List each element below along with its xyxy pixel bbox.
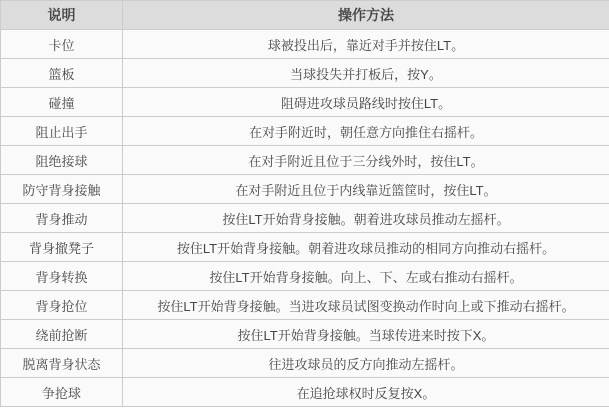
- table-row: [1, 146, 609, 175]
- table-row: [1, 59, 609, 88]
- table-row: [1, 88, 609, 117]
- cell-method: 按住LT开始背身接触。朝着进攻球员推动的相同方向推动右摇杆。: [123, 233, 609, 262]
- cell-description: 背身推动: [1, 204, 123, 233]
- table-row: [1, 262, 609, 291]
- cell-method: 按住LT开始背身接触。向上、下、左或右推动右摇杆。: [123, 262, 609, 291]
- cell-description: 卡位: [1, 30, 123, 59]
- cell-method: 在对手附近且位于内线靠近篮筐时，按住LT。: [123, 175, 609, 204]
- cell-description: 争抢球: [1, 378, 123, 407]
- cell-description: 阻绝接球: [1, 146, 123, 175]
- cell-method: 阻碍进攻球员路线时按住LT。: [123, 88, 609, 117]
- cell-description: 脱离背身状态: [1, 349, 123, 378]
- cell-description: 阻止出手: [1, 117, 123, 146]
- table-row: [1, 117, 609, 146]
- cell-description: 绕前抢断: [1, 320, 123, 349]
- header-row: [1, 1, 609, 30]
- cell-method: 当球投失并打板后，按Y。: [123, 59, 609, 88]
- cell-method: 按住LT开始背身接触。当球传进来时按下X。: [123, 320, 609, 349]
- table-row: [1, 204, 609, 233]
- cell-method: 球被投出后，靠近对手并按住LT。: [123, 30, 609, 59]
- table-row: [1, 175, 609, 204]
- cell-method: 在追抢球权时反复按X。: [123, 378, 609, 407]
- cell-method: 在对手附近且位于三分线外时，按住LT。: [123, 146, 609, 175]
- cell-method: 往进攻球员的反方向推动左摇杆。: [123, 349, 609, 378]
- cell-description: 背身抢位: [1, 291, 123, 320]
- table-header: [1, 1, 609, 30]
- cell-description: 背身转换: [1, 262, 123, 291]
- header-col-method: 操作方法: [123, 1, 609, 30]
- cell-method: 在对手附近时，朝任意方向推住右摇杆。: [123, 117, 609, 146]
- cell-description: 背身撤凳子: [1, 233, 123, 262]
- table-row: [1, 378, 609, 407]
- cell-method: 按住LT开始背身接触。当进攻球员试图变换动作时向上或下推动右摇杆。: [123, 291, 609, 320]
- table-row: [1, 233, 609, 262]
- table-body: [1, 30, 609, 407]
- cell-method: 按住LT开始背身接触。朝着进攻球员推动左摇杆。: [123, 204, 609, 233]
- cell-description: 篮板: [1, 59, 123, 88]
- cell-description: 防守背身接触: [1, 175, 123, 204]
- table-row: [1, 349, 609, 378]
- table-row: [1, 30, 609, 59]
- table-row: [1, 320, 609, 349]
- cell-description: 碰撞: [1, 88, 123, 117]
- header-col-description: 说明: [1, 1, 123, 30]
- table-row: [1, 291, 609, 320]
